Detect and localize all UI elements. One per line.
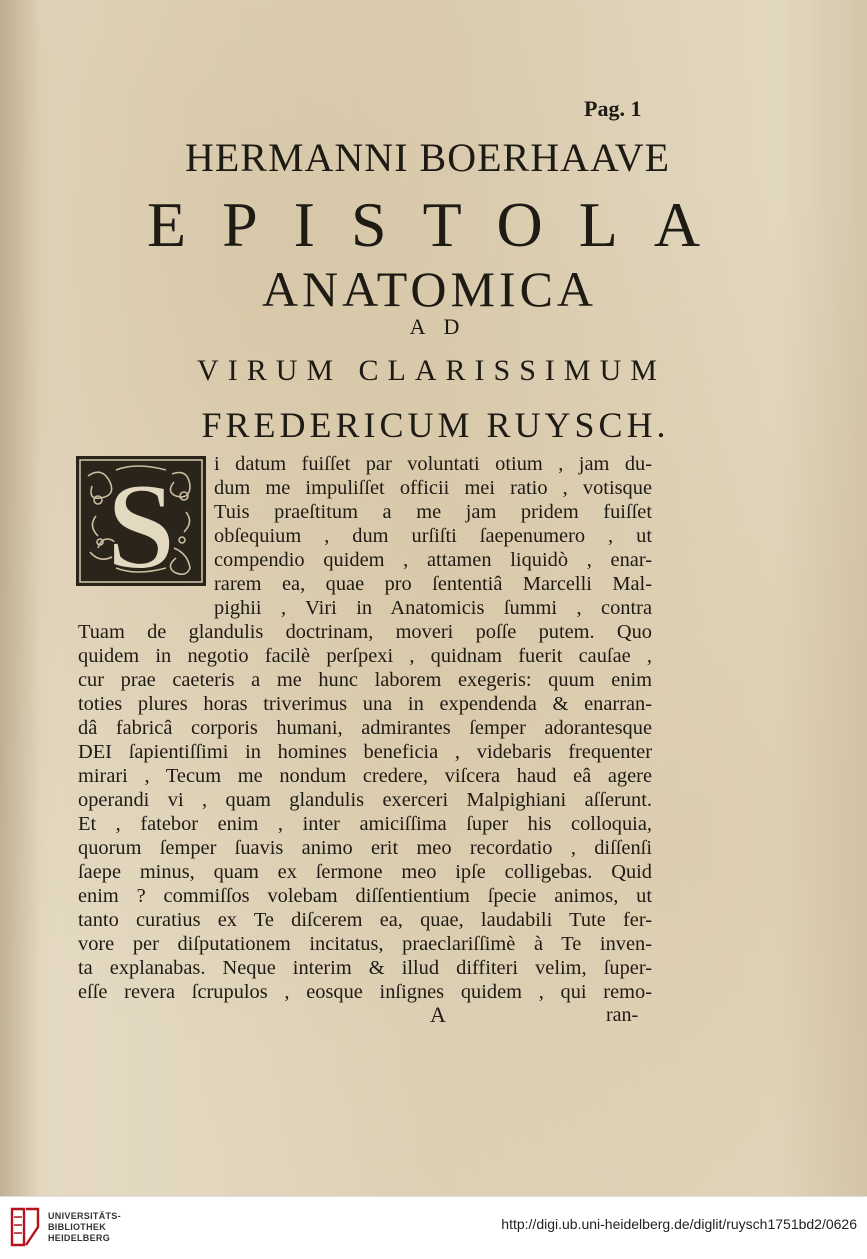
text-line: toties plures horas triverimus una in expendenda & enarran- xyxy=(78,693,652,715)
ornamental-drop-cap xyxy=(76,456,206,586)
text-line: dum me impuliſſet officii mei ratio , votisque xyxy=(214,477,652,499)
library-name-line: UNIVERSITÄTS- xyxy=(48,1211,121,1221)
text-line: vore per diſputationem incitatus, praeclariſſimè à Te inven- xyxy=(78,933,652,955)
page-number: Pag. 1 xyxy=(584,96,642,121)
text-line: ſaepe minus, quam ex ſermone meo ipſe colligebas. Quid xyxy=(78,861,652,883)
library-name xyxy=(48,1211,121,1244)
title-virum: VIRUM CLARISSIMUM xyxy=(197,354,666,387)
text-line: obſequium , dum urſiſti ſaepenumero , ut xyxy=(214,525,652,547)
title-ruysch: FREDERICUM RUYSCH. xyxy=(201,405,670,445)
title-anatomica: ANATOMICA xyxy=(261,261,598,317)
text-line: mirari , Tecum me nondum credere, viſcera haud eâ agere xyxy=(78,765,652,787)
library-footer xyxy=(0,1196,867,1259)
text-line: Et , fatebor enim , inter amiciſſima ſuper his colloquia, xyxy=(78,813,652,835)
text-line: quorum ſemper ſuavis animo erit meo recordatio , diſſenſi xyxy=(78,837,652,859)
library-name-line: HEIDELBERG xyxy=(48,1233,111,1243)
library-name-line: BIBLIOTHEK xyxy=(48,1222,106,1232)
catchword: ran- xyxy=(606,1004,639,1026)
text-line: Tuam de glandulis doctrinam, moveri poſſe putem. Quo xyxy=(78,621,652,643)
title-epistola: EPISTOLA xyxy=(146,189,737,260)
heidelberg-library-logo-icon xyxy=(8,1205,42,1249)
signature-mark: A xyxy=(430,1002,446,1027)
text-line: enim ? commiſſos volebam diſſentientium ſpecie animos, ut xyxy=(78,885,652,907)
title-ad: AD xyxy=(409,314,478,339)
permalink-url[interactable]: http://digi.ub.uni-heidelberg.de/diglit/ruysch1751bd2/0626 xyxy=(501,1216,857,1232)
text-line: compendio quidem , attamen liquidò , enar- xyxy=(214,549,652,571)
text-line: dâ fabricâ corporis humani, admirantes ſemper adorantesque xyxy=(78,717,652,739)
text-line: ta explanabas. Neque interim & illud diffiteri velim, ſuper- xyxy=(78,957,652,979)
text-line: DEI ſapientiſſimi in homines beneficia , videbaris frequenter xyxy=(78,741,652,763)
title-author: HERMANNI BOERHAAVE xyxy=(184,135,671,180)
text-line: operandi vi , quam glandulis exerceri Malpighiani aſſerunt. xyxy=(78,789,652,811)
drop-cap-letter: S xyxy=(106,458,176,586)
text-line: eſſe revera ſcrupulos , eosque inſignes quidem , qui remo- xyxy=(78,981,652,1003)
text-line: rarem ea, quae pro ſententiâ Marcelli Mal- xyxy=(214,573,652,595)
text-line: i datum fuiſſet par voluntati otium , jam du- xyxy=(214,453,652,475)
text-line: Tuis praeſtitum a me jam pridem fuiſſet xyxy=(214,501,652,523)
text-line: quidem in negotio facilè perſpexi , quidnam fuerit cauſae , xyxy=(78,645,652,667)
text-line: tanto curatius ex Te diſcerem ea, quae, laudabili Tute fer- xyxy=(78,909,652,931)
text-line: pighii , Viri in Anatomicis ſummi , contra xyxy=(214,597,652,619)
text-line: cur prae caeteris a me hunc laborem exegeris: quum enim xyxy=(78,669,652,691)
